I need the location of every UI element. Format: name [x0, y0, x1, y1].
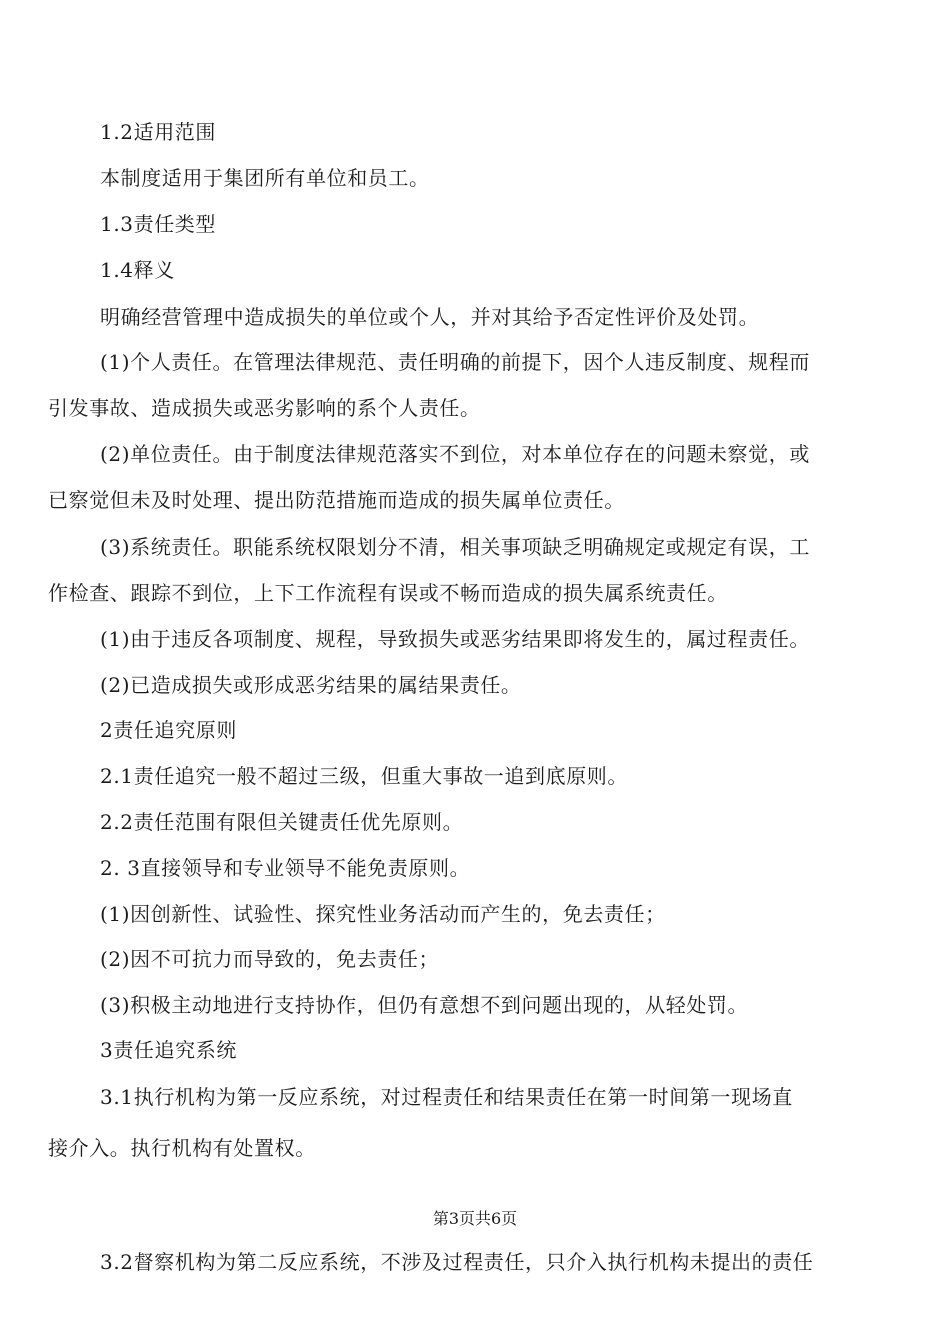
- paragraph-line: (2)单位责任。由于制度法律规范落实不到位，对本单位存在的问题未察觉，或: [100, 442, 810, 466]
- paragraph-line: (1)因创新性、试验性、探究性业务活动而产生的，免去责任；: [100, 902, 666, 926]
- paragraph-line: 已察觉但未及时处理、提出防范措施而造成的损失属单位责任。: [48, 488, 625, 512]
- section-heading-3: 3责任追究系统: [100, 1038, 237, 1062]
- page-number-footer: 第3页共6页: [432, 1209, 518, 1228]
- paragraph-line: 3.2督察机构为第二反应系统，不涉及过程责任，只介入执行机构未提出的责任: [100, 1250, 814, 1274]
- paragraph-line: 2. 3直接领导和专业领导不能免责原则。: [100, 856, 471, 880]
- paragraph-line: (1)由于违反各项制度、规程，导致损失或恶劣结果即将发生的，属过程责任。: [100, 627, 810, 651]
- section-heading-2: 2责任追究原则: [100, 718, 237, 742]
- paragraph-line: 本制度适用于集团所有单位和员工。: [100, 166, 430, 190]
- paragraph-line: (3)系统责任。职能系统权限划分不清，相关事项缺乏明确规定或规定有误，工: [100, 535, 810, 559]
- paragraph-line: 2.2责任范围有限但关键责任优先原则。: [100, 810, 464, 834]
- section-heading-1-3: 1.3责任类型: [100, 212, 217, 236]
- paragraph-line: 接介入。执行机构有处置权。: [48, 1136, 316, 1160]
- paragraph-line: 作检查、跟踪不到位，上下工作流程有误或不畅而造成的损失属系统责任。: [48, 581, 728, 605]
- paragraph-line: (1)个人责任。在管理法律规范、责任明确的前提下，因个人违反制度、规程而: [100, 350, 810, 374]
- paragraph-line: (3)积极主动地进行支持协作，但仍有意想不到问题出现的，从轻处罚。: [100, 993, 749, 1017]
- paragraph-line: (2)因不可抗力而导致的，免去责任；: [100, 947, 440, 971]
- paragraph-line: 明确经营管理中造成损失的单位或个人，并对其给予否定性评价及处罚。: [100, 305, 760, 329]
- paragraph-line: (2)已造成损失或形成恶劣结果的属结果责任。: [100, 673, 522, 697]
- paragraph-line: 2.1责任追究一般不超过三级，但重大事故一追到底原则。: [100, 764, 629, 788]
- section-heading-1-4: 1.4释义: [100, 258, 175, 282]
- section-heading-1-2: 1.2适用范围: [100, 120, 217, 144]
- paragraph-line: 引发事故、造成损失或恶劣影响的系个人责任。: [48, 396, 481, 420]
- paragraph-line: 3.1执行机构为第一反应系统，对过程责任和结果责任在第一时间第一现场直: [100, 1085, 793, 1109]
